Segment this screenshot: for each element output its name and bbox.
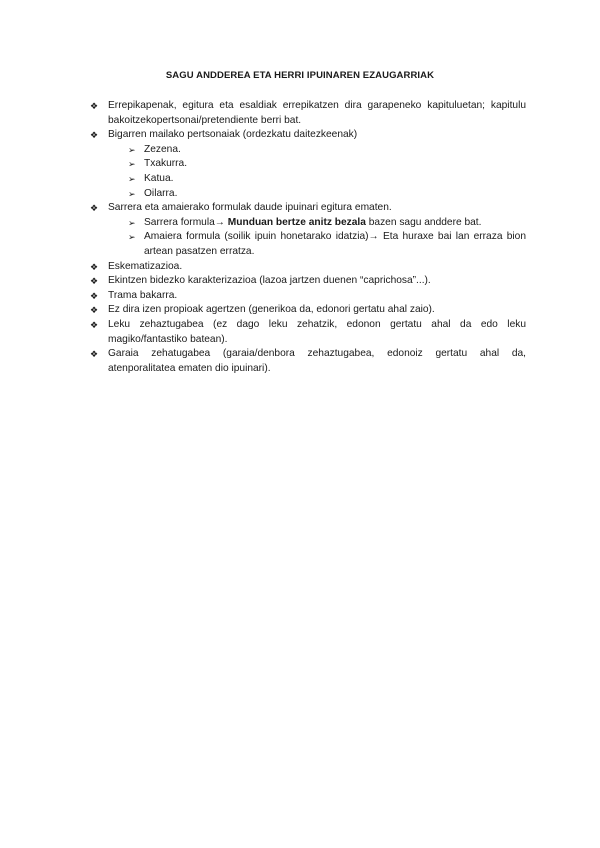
list-item-text: Trama bakarra.: [108, 289, 178, 301]
list-item: [90, 128, 526, 143]
sub-list-item-text: [144, 230, 526, 259]
list-item: [90, 201, 526, 216]
list-item: [90, 289, 526, 304]
sub-list-item: [90, 143, 526, 158]
formula-bold-text: Munduan bertze anitz bezala: [227, 216, 366, 228]
diamond-bullet-icon: ❖: [90, 290, 99, 301]
diamond-bullet-icon: ❖: [90, 319, 99, 330]
list-item-text: Leku zehaztugabea (ez dago leku zehatzik, edonon gertatu ahal da edo leku magiko/fantastiko batean).: [108, 318, 526, 345]
list-item: [90, 260, 526, 275]
list-item-text: Bigarren mailako pertsonaiak (ordezkatu daitezkeenak): [108, 129, 358, 141]
sub-list-item-text: [144, 216, 526, 231]
formula-prefix: Sarrera formula→: [144, 216, 228, 228]
sub-list-item: [90, 172, 526, 187]
sub-list-item-text: Oilarra.: [144, 187, 178, 199]
formula-prefix: Amaiera formula (soilik ipuin honetarako idatzia)→ Eta huraxe bai lan erraza bion artean pasatzen erratza.: [144, 231, 526, 257]
list-item-text: Garaia zehatugabea (garaia/denbora zehaztugabea, edonoiz gertatu ahal da, atenporalitatea ematen dio ipuinari).: [108, 348, 526, 374]
document-title: SAGU ANDDEREA ETA HERRI IPUINAREN EZAUGARRIAK: [165, 70, 435, 81]
sub-list-item: [90, 216, 526, 231]
list-item-text: Eskematizazioa.: [108, 260, 183, 272]
list-item: [90, 274, 526, 289]
feature-list: [90, 99, 526, 376]
diamond-bullet-icon: ❖: [90, 261, 99, 272]
list-item-text: Ez dira izen propioak agertzen (generikoa da, edonori gertatu ahal zaio).: [108, 304, 435, 316]
diamond-bullet-icon: ❖: [90, 203, 99, 214]
arrowhead-bullet-icon: ➢: [128, 173, 136, 184]
document-body: [90, 99, 526, 376]
arrowhead-bullet-icon: ➢: [128, 144, 136, 155]
list-item: [90, 303, 526, 318]
list-item: [90, 318, 526, 347]
list-item: [90, 99, 526, 128]
diamond-bullet-icon: ❖: [90, 349, 99, 360]
arrowhead-bullet-icon: ➢: [128, 232, 136, 243]
sub-list-item-text: Txakurra.: [144, 158, 188, 170]
sub-list-item: [90, 230, 526, 259]
arrowhead-bullet-icon: ➢: [128, 159, 136, 170]
diamond-bullet-icon: ❖: [90, 101, 99, 111]
sub-list-item-text: Katua.: [144, 172, 174, 184]
diamond-bullet-icon: ❖: [90, 130, 99, 141]
list-item: [90, 347, 526, 376]
sub-list-item: [90, 187, 526, 202]
sub-list-item-text: Zezena.: [144, 143, 181, 155]
sub-list-item: [90, 157, 526, 172]
list-item-text: Sarrera eta amaierako formulak daude ipuinari egitura ematen.: [108, 202, 392, 214]
list-item-text: Errepikapenak, egitura eta esaldiak errepikatzen dira garapeneko kapituluetan; kapitulu bakoitzekopertsonai/pretendiente berri bat.: [108, 100, 526, 126]
formula-suffix: bazen sagu anddere bat.: [365, 216, 482, 228]
diamond-bullet-icon: ❖: [90, 276, 99, 287]
list-item-text: Ekintzen bidezko karakterizazioa (lazoa jartzen duenen “caprichosa”...).: [108, 275, 431, 287]
diamond-bullet-icon: ❖: [90, 305, 99, 316]
arrowhead-bullet-icon: ➢: [128, 188, 136, 199]
arrowhead-bullet-icon: ➢: [128, 217, 136, 228]
